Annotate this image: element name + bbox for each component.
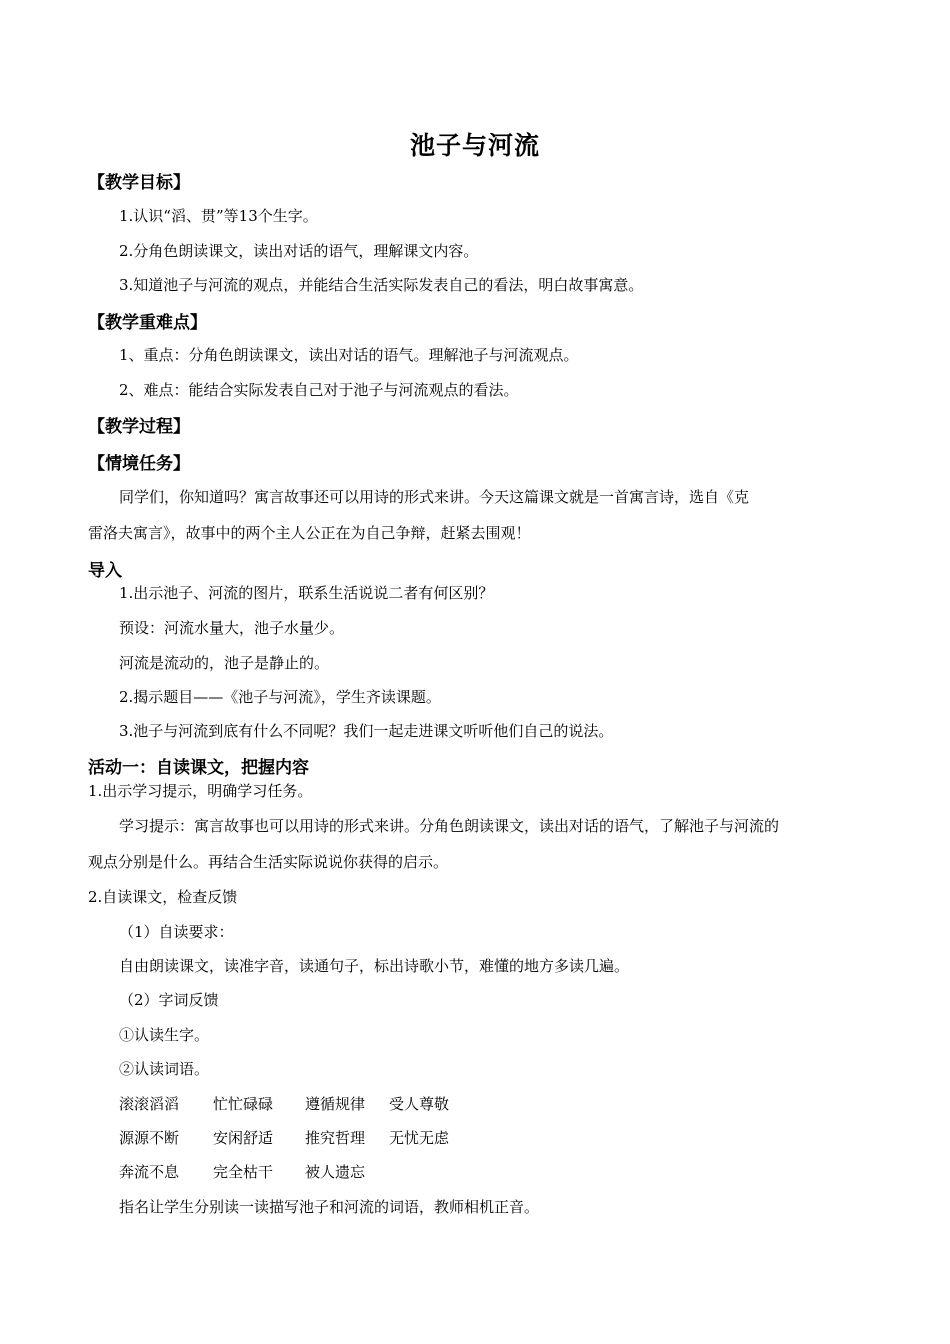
goals-heading: 【教学目标】 [88,173,190,193]
sub-text: 自由朗读课文，读准字音，读通句子，标出诗歌小节，难懂的地方多读几遍。 [119,957,630,975]
scenario-heading: 【情境任务】 [88,454,190,474]
intro-item: 1.出示池子、河流的图片，联系生活说说二者有何区别？ [119,584,494,602]
sub-heading: （1）自读要求： [119,923,234,941]
closing-instruction: 指名让学生分别读一读描写池子和河流的词语，教师相机正音。 [119,1198,540,1216]
vocab-word: 受人尊敬 [389,1095,450,1113]
sub-heading: （2）字词反馈 [119,991,219,1009]
vocab-word: 忙忙碌碌 [213,1095,274,1113]
process-heading: 【教学过程】 [88,417,190,437]
vocab-word: 被人遗忘 [305,1163,366,1181]
vocab-word: 遵循规律 [305,1095,366,1113]
scenario-paragraph-line: 雷洛夫寓言》，故事中的两个主人公正在为自己争辩，赶紧去围观！ [88,524,531,542]
vocab-word: 源源不断 [119,1129,180,1147]
scenario-paragraph-line: 同学们，你知道吗？寓言故事还可以用诗的形式来讲。今天这篇课文就是一首寓言诗，选自《克 [119,488,750,506]
intro-item: 河流是流动的，池子是静止的。 [119,654,330,672]
intro-item: 3.池子与河流到底有什么不同呢？我们一起走进课文听听他们自己的说法。 [119,722,614,740]
hint-paragraph-line: 学习提示：寓言故事也可以用诗的形式来讲。分角色朗读课文，读出对话的语气，了解池子与河流的 [119,817,780,835]
activity1-step: 1.出示学习提示，明确学习任务。 [88,782,313,800]
keypoints-heading: 【教学重难点】 [88,313,207,333]
activity1-step: 2.自读课文，检查反馈 [88,888,238,906]
hint-paragraph-line: 观点分别是什么。再结合生活实际说说你获得的启示。 [88,853,449,871]
keypoint-item: 2、难点：能结合实际发表自己对于池子与河流观点的看法。 [119,381,519,399]
activity1-heading: 活动一：自读课文，把握内容 [88,758,309,778]
vocab-word: 无忧无虑 [389,1129,450,1147]
recognize-chars: ①认读生字。 [119,1026,210,1044]
vocab-word: 安闲舒适 [213,1129,274,1147]
intro-heading: 导入 [88,561,122,581]
goal-item: 2.分角色朗读课文，读出对话的语气，理解课文内容。 [119,242,479,260]
page-title: 池子与河流 [409,131,540,160]
keypoint-item: 1、重点：分角色朗读课文，读出对话的语气。理解池子与河流观点。 [119,346,579,364]
vocab-word: 奔流不息 [119,1163,180,1181]
vocab-word: 滚滚滔滔 [119,1095,180,1113]
recognize-words: ②认读词语。 [119,1060,210,1078]
intro-item: 2.揭示题目——《池子与河流》，学生齐读课题。 [119,688,441,706]
intro-item: 预设：河流水量大，池子水量少。 [119,619,345,637]
vocab-word: 推究哲理 [305,1129,366,1147]
vocab-word: 完全枯干 [213,1163,274,1181]
goal-item: 1.认识“滔、贯”等13个生字。 [119,207,318,225]
goal-item: 3.知道池子与河流的观点，并能结合生活实际发表自己的看法，明白故事寓意。 [119,276,644,294]
